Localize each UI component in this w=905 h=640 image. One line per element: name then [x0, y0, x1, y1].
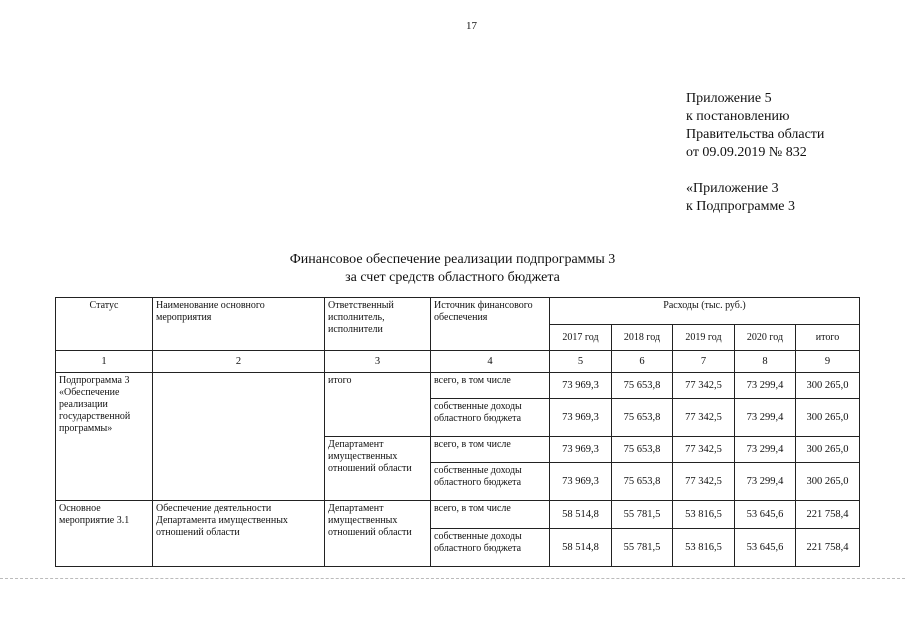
- value-cell: 55 781,5: [612, 529, 673, 567]
- column-number: 3: [325, 351, 431, 373]
- value-cell: 300 265,0: [796, 463, 860, 501]
- document-title: [0, 251, 905, 287]
- status-cell: Подпрограмма 3 «Обеспечение реализации государственной программы»: [56, 373, 153, 501]
- annex-line: Правительства области: [686, 127, 825, 142]
- header-year: 2018 год: [612, 325, 673, 351]
- value-cell: 221 758,4: [796, 501, 860, 529]
- value-cell: 53 645,6: [735, 501, 796, 529]
- source-cell: собственные доходы областного бюджета: [431, 399, 550, 437]
- title-line: Финансовое обеспечение реализации подпрограммы 3: [289, 252, 616, 267]
- column-number: 1: [56, 351, 153, 373]
- name-cell: [153, 373, 325, 501]
- value-cell: 75 653,8: [612, 399, 673, 437]
- value-cell: 221 758,4: [796, 529, 860, 567]
- value-cell: 77 342,5: [673, 437, 735, 463]
- column-number: 7: [673, 351, 735, 373]
- value-cell: 53 816,5: [673, 501, 735, 529]
- value-cell: 58 514,8: [550, 529, 612, 567]
- value-cell: 53 645,6: [735, 529, 796, 567]
- table-row: [56, 373, 860, 399]
- value-cell: 77 342,5: [673, 373, 735, 399]
- value-cell: 55 781,5: [612, 501, 673, 529]
- annex-block: [686, 90, 824, 216]
- annex-line: Приложение 5: [686, 91, 772, 106]
- value-cell: 73 299,4: [735, 463, 796, 501]
- value-cell: 77 342,5: [673, 463, 735, 501]
- value-cell: 73 299,4: [735, 373, 796, 399]
- value-cell: 53 816,5: [673, 529, 735, 567]
- annex-line: к постановлению: [686, 109, 790, 124]
- value-cell: 77 342,5: [673, 399, 735, 437]
- column-number: 2: [153, 351, 325, 373]
- page-cut-line: [0, 578, 905, 579]
- column-number: 5: [550, 351, 612, 373]
- header-year: 2017 год: [550, 325, 612, 351]
- value-cell: 300 265,0: [796, 373, 860, 399]
- value-cell: 73 299,4: [735, 437, 796, 463]
- source-cell: всего, в том числе: [431, 501, 550, 529]
- page-number: 17: [466, 20, 477, 32]
- annex-line: «Приложение 3: [686, 181, 779, 196]
- source-cell: собственные доходы областного бюджета: [431, 463, 550, 501]
- value-cell: 73 969,3: [550, 399, 612, 437]
- source-cell: всего, в том числе: [431, 373, 550, 399]
- column-number: 8: [735, 351, 796, 373]
- annex-line: к Подпрограмме 3: [686, 199, 796, 214]
- header-total: итого: [796, 325, 860, 351]
- column-number: 4: [431, 351, 550, 373]
- value-cell: 75 653,8: [612, 373, 673, 399]
- responsible-cell: Департамент имущественных отношений области: [325, 437, 431, 501]
- column-number: 9: [796, 351, 860, 373]
- name-cell: Обеспечение деятельности Департамента имущественных отношений области: [153, 501, 325, 567]
- source-cell: собственные доходы областного бюджета: [431, 529, 550, 567]
- source-cell: всего, в том числе: [431, 437, 550, 463]
- title-line: за счет средств областного бюджета: [345, 270, 560, 285]
- value-cell: 300 265,0: [796, 437, 860, 463]
- column-number: 6: [612, 351, 673, 373]
- responsible-cell: Департамент имущественных отношений области: [325, 501, 431, 567]
- value-cell: 73 299,4: [735, 399, 796, 437]
- financing-table: [55, 297, 860, 567]
- header-source: Источник финансового обеспечения: [431, 298, 550, 351]
- header-name: Наименование основного мероприятия: [153, 298, 325, 351]
- header-responsible: Ответственный исполнитель, исполнители: [325, 298, 431, 351]
- value-cell: 73 969,3: [550, 373, 612, 399]
- header-status: Статус: [56, 298, 153, 351]
- table-row: [56, 501, 860, 529]
- header-year: 2020 год: [735, 325, 796, 351]
- annex-line: от 09.09.2019 № 832: [686, 145, 807, 160]
- header-year: 2019 год: [673, 325, 735, 351]
- status-cell: Основное мероприятие 3.1: [56, 501, 153, 567]
- value-cell: 300 265,0: [796, 399, 860, 437]
- header-expenses: Расходы (тыс. руб.): [550, 298, 860, 325]
- value-cell: 75 653,8: [612, 437, 673, 463]
- responsible-cell: итого: [325, 373, 431, 437]
- value-cell: 58 514,8: [550, 501, 612, 529]
- value-cell: 73 969,3: [550, 463, 612, 501]
- value-cell: 73 969,3: [550, 437, 612, 463]
- value-cell: 75 653,8: [612, 463, 673, 501]
